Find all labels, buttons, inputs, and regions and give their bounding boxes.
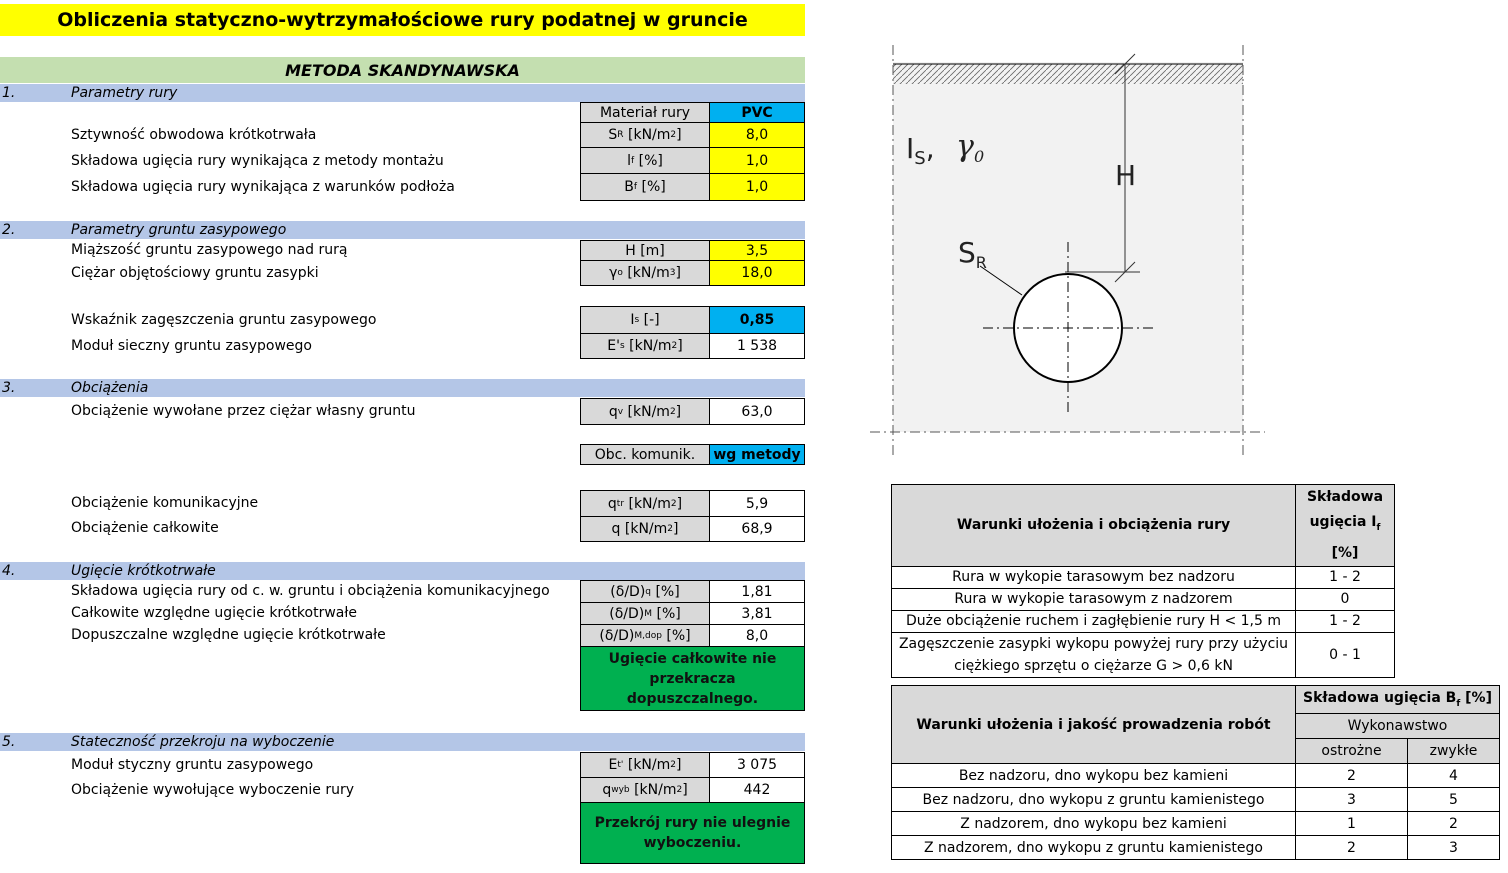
dq-sym: (δ/D) xyxy=(610,583,646,600)
dq-sub: q xyxy=(645,586,652,597)
h-symbol: H [m] xyxy=(580,240,710,261)
ground-hatch xyxy=(893,64,1243,84)
buckling-result: Przekrój rury nie ulegnie wyboczeniu. xyxy=(580,802,805,864)
unit-close: ] xyxy=(676,495,683,512)
lf-header-sub: f xyxy=(1376,522,1381,533)
qtr-unit: [kN/m xyxy=(628,495,671,512)
lf-row-cond: Rura w wykopie tarasowym bez nadzoru xyxy=(892,566,1296,588)
dq-symbol xyxy=(580,580,710,603)
lf-table-header-conditions: Warunki ułożenia i obciążenia rury xyxy=(892,485,1296,567)
et-sym: E xyxy=(608,757,618,773)
bf-row-careful: 3 xyxy=(1296,788,1408,812)
bf-row-careful: 2 xyxy=(1296,764,1408,788)
es-sub: s xyxy=(619,341,625,351)
komunik-label: Obc. komunik. xyxy=(580,444,710,465)
komunik-select[interactable]: wg metody xyxy=(709,444,805,465)
section-number: 5. xyxy=(2,734,16,750)
bf-table-header-component xyxy=(1296,686,1500,714)
lf-sym: l xyxy=(627,152,632,169)
sr-sub: R xyxy=(617,130,624,140)
q-symbol xyxy=(580,516,710,542)
section-number: 3. xyxy=(2,380,16,396)
is-value-cell[interactable]: 0,85 xyxy=(709,306,805,334)
bf-row-usual: 2 xyxy=(1408,812,1500,836)
material-value-cell[interactable]: PVC xyxy=(709,102,805,123)
section-label: Stateczność przekroju na wyboczenie xyxy=(71,734,335,750)
cube-sup: 3 xyxy=(669,268,676,278)
dd-unit: [%] xyxy=(666,627,691,644)
et-unit: [kN/m xyxy=(627,757,671,773)
bf-col-usual: zwykłe xyxy=(1408,739,1500,764)
qtr-label: Obciążenie komunikacyjne xyxy=(71,495,259,511)
dq-value-cell: 1,81 xyxy=(709,580,805,603)
section-1-header xyxy=(0,84,805,102)
qw-value-cell: 442 xyxy=(709,777,805,803)
lf-table-header-component xyxy=(1296,485,1395,567)
bf-row-careful: 1 xyxy=(1296,812,1408,836)
dd-label: Dopuszczalne względne ugięcie krótkotrwałe xyxy=(71,627,386,643)
qtr-value-cell: 5,9 xyxy=(709,490,805,517)
section-number: 4. xyxy=(2,563,16,579)
lf-reference-table xyxy=(891,484,1395,678)
et-sub: t' xyxy=(617,760,624,770)
sr-label: Sztywność obwodowa krótkotrwała xyxy=(71,127,317,143)
qv-unit: [kN/m xyxy=(627,403,670,420)
qw-sym: q xyxy=(602,782,612,798)
unit-close: ] xyxy=(675,265,681,281)
dd-symbol xyxy=(580,624,710,647)
qw-symbol xyxy=(580,777,710,803)
q-label: Obciążenie całkowite xyxy=(71,520,219,536)
sq-sup: 2 xyxy=(670,760,676,770)
section-5-header xyxy=(0,733,805,751)
bf-row-usual: 4 xyxy=(1408,764,1500,788)
q-value-cell: 68,9 xyxy=(709,516,805,542)
dd-sym: (δ/D) xyxy=(599,627,635,644)
bf-reference-table xyxy=(891,685,1500,860)
sr-symbol xyxy=(580,122,710,148)
unit-close: ] xyxy=(676,127,682,143)
page-title: Obliczenia statyczno-wytrzymałościowe rury podatnej w gruncie xyxy=(0,4,805,36)
qtr-symbol xyxy=(580,490,710,517)
es-sym: E' xyxy=(607,338,620,354)
unit-close: ] xyxy=(675,403,682,420)
bf-row-cond: Bez nadzoru, dno wykopu z gruntu kamienistego xyxy=(892,788,1296,812)
unit-close: ] xyxy=(682,782,688,798)
qw-label: Obciążenie wywołujące wyboczenie rury xyxy=(71,782,355,798)
dq-unit: [%] xyxy=(655,583,680,600)
section-3-header xyxy=(0,379,805,397)
dm-symbol xyxy=(580,602,710,625)
lf-row-cond: Duże obciążenie ruchem i zagłębienie rury H < 1,5 m xyxy=(892,610,1296,632)
qtr-sym: q xyxy=(607,495,617,512)
dm-value-cell: 3,81 xyxy=(709,602,805,625)
material-label: Materiał rury xyxy=(580,102,710,123)
dq-label: Składowa ugięcia rury od c. w. gruntu i obciążenia komunikacyjnego xyxy=(71,583,550,599)
sq-sup: 2 xyxy=(676,785,683,795)
qv-sub: v xyxy=(617,406,624,417)
bf-col-careful: ostrożne xyxy=(1296,739,1408,764)
sr-value-cell[interactable]: 8,0 xyxy=(709,122,805,148)
drawing-h-label: H xyxy=(1115,159,1137,192)
bf-value-cell[interactable]: 1,0 xyxy=(709,173,805,201)
gamma-symbol xyxy=(580,260,710,286)
h-label: Miąższość gruntu zasypowego nad rurą xyxy=(71,242,348,258)
gamma-label: Ciężar objętościowy gruntu zasypki xyxy=(71,265,319,281)
qv-sym: q xyxy=(608,403,618,420)
bf-header-unit: [%] xyxy=(1465,690,1492,707)
drawing-is-label: $I_S$, xyxy=(906,132,935,169)
dm-unit: [%] xyxy=(656,605,681,622)
bf-sub: f xyxy=(633,182,638,192)
pipe-trench-drawing xyxy=(860,40,1270,460)
bf-symbol xyxy=(580,173,710,201)
g-sub: o xyxy=(617,268,623,278)
dm-sym: (δ/D) xyxy=(609,605,645,622)
bf-label: Składowa ugięcia rury wynikająca z warunków podłoża xyxy=(71,179,455,195)
is-sym: I xyxy=(630,312,635,328)
bf-row-usual: 5 xyxy=(1408,788,1500,812)
es-label: Moduł sieczny gruntu zasypowego xyxy=(71,338,312,354)
lf-row-cond: Zagęszczenie zasypki wykopu powyżej rury przy użyciu ciężkiego sprzętu o ciężarze G > 0,6 kN xyxy=(892,632,1296,677)
section-label: Obciążenia xyxy=(71,380,149,396)
section-4-header xyxy=(0,562,805,580)
g-unit: [kN/m xyxy=(627,265,670,281)
deflection-result: Ugięcie całkowite nie przekracza dopuszczalnego. xyxy=(580,646,805,711)
section-label: Parametry rury xyxy=(71,85,178,101)
sq-sup: 2 xyxy=(667,524,673,534)
sr-unit: [kN/m xyxy=(628,127,671,143)
bf-row-usual: 3 xyxy=(1408,836,1500,860)
bf-row-cond: Z nadzorem, dno wykopu z gruntu kamienistego xyxy=(892,836,1296,860)
bf-table-header-conditions: Warunki ułożenia i jakość prowadzenia robót xyxy=(892,686,1296,764)
sq-sup: 2 xyxy=(669,406,676,417)
qv-label: Obciążenie wywołane przez ciężar własny gruntu xyxy=(71,403,416,419)
sq-sup: 2 xyxy=(670,498,677,509)
qw-sub: wyb xyxy=(611,785,630,795)
lf-row-val: 1 - 2 xyxy=(1296,566,1395,588)
es-value-cell: 1 538 xyxy=(709,333,805,359)
drawing-sr-label: $S_R$ xyxy=(958,236,987,272)
bf-unit: [%] xyxy=(641,179,666,195)
sq-sup: 2 xyxy=(671,341,678,351)
lf-symbol xyxy=(580,147,710,174)
bf-sym: B xyxy=(624,179,634,195)
is-label: Wskaźnik zagęszczenia gruntu zasypowego xyxy=(71,312,377,328)
lf-label: Składowa ugięcia rury wynikająca z metody montażu xyxy=(71,153,444,169)
es-unit: [kN/m xyxy=(629,338,672,354)
is-unit: [-] xyxy=(643,312,660,328)
qv-symbol xyxy=(580,398,710,425)
lf-row-val: 1 - 2 xyxy=(1296,610,1395,632)
is-sub: s xyxy=(634,315,640,325)
lf-row-val: 0 xyxy=(1296,588,1395,610)
dm-sub: M xyxy=(644,608,653,619)
qw-unit: [kN/m xyxy=(634,782,677,798)
drawing-gamma-label: $\gamma_0$ xyxy=(956,129,985,166)
es-symbol xyxy=(580,333,710,359)
g-sym: γ xyxy=(609,265,618,281)
sr-sym: S xyxy=(608,127,618,143)
lf-row-cond: Rura w wykopie tarasowym z nadzorem xyxy=(892,588,1296,610)
section-number: 1. xyxy=(2,85,16,101)
section-label: Parametry gruntu zasypowego xyxy=(71,222,287,238)
lf-header-line-3: [%] xyxy=(1331,544,1359,561)
lf-value-cell[interactable]: 1,0 xyxy=(709,147,805,174)
qv-value-cell: 63,0 xyxy=(709,398,805,425)
bf-header-sub: f xyxy=(1456,698,1461,709)
dm-label: Całkowite względne ugięcie krótkotrwałe xyxy=(71,605,357,621)
et-symbol xyxy=(580,752,710,778)
lf-header-line-2: ugięcia I xyxy=(1309,514,1377,530)
gamma-value-cell[interactable]: 18,0 xyxy=(709,260,805,286)
dd-value-cell: 8,0 xyxy=(709,624,805,647)
et-value-cell: 3 075 xyxy=(709,752,805,778)
unit-close: ] xyxy=(677,338,683,354)
method-header: METODA SKANDYNAWSKA xyxy=(0,57,805,83)
sq-sup: 2 xyxy=(670,130,677,140)
unit-close: ] xyxy=(673,521,679,537)
dd-sub: M,dop xyxy=(634,630,662,641)
h-value-cell[interactable]: 3,5 xyxy=(709,240,805,261)
bf-table-header-contractor: Wykonawstwo xyxy=(1296,714,1500,739)
section-2-header xyxy=(0,221,805,239)
bf-row-careful: 2 xyxy=(1296,836,1408,860)
et-label: Moduł styczny gruntu zasypowego xyxy=(71,757,314,773)
bf-header-text: Składowa ugięcia B xyxy=(1303,690,1457,707)
lf-row-val: 0 - 1 xyxy=(1296,632,1395,677)
bf-row-cond: Z nadzorem, dno wykopu bez kamieni xyxy=(892,812,1296,836)
unit-close: ] xyxy=(676,757,682,773)
lf-unit: [%] xyxy=(638,152,663,169)
q-sym: q [kN/m xyxy=(611,521,668,537)
lf-header-line-1: Składowa xyxy=(1306,489,1384,505)
section-number: 2. xyxy=(2,222,16,238)
lf-sub: f xyxy=(631,155,635,166)
qtr-sub: tr xyxy=(616,498,625,509)
is-symbol xyxy=(580,306,710,334)
section-label: Ugięcie krótkotrwałe xyxy=(71,563,216,579)
bf-row-cond: Bez nadzoru, dno wykopu bez kamieni xyxy=(892,764,1296,788)
